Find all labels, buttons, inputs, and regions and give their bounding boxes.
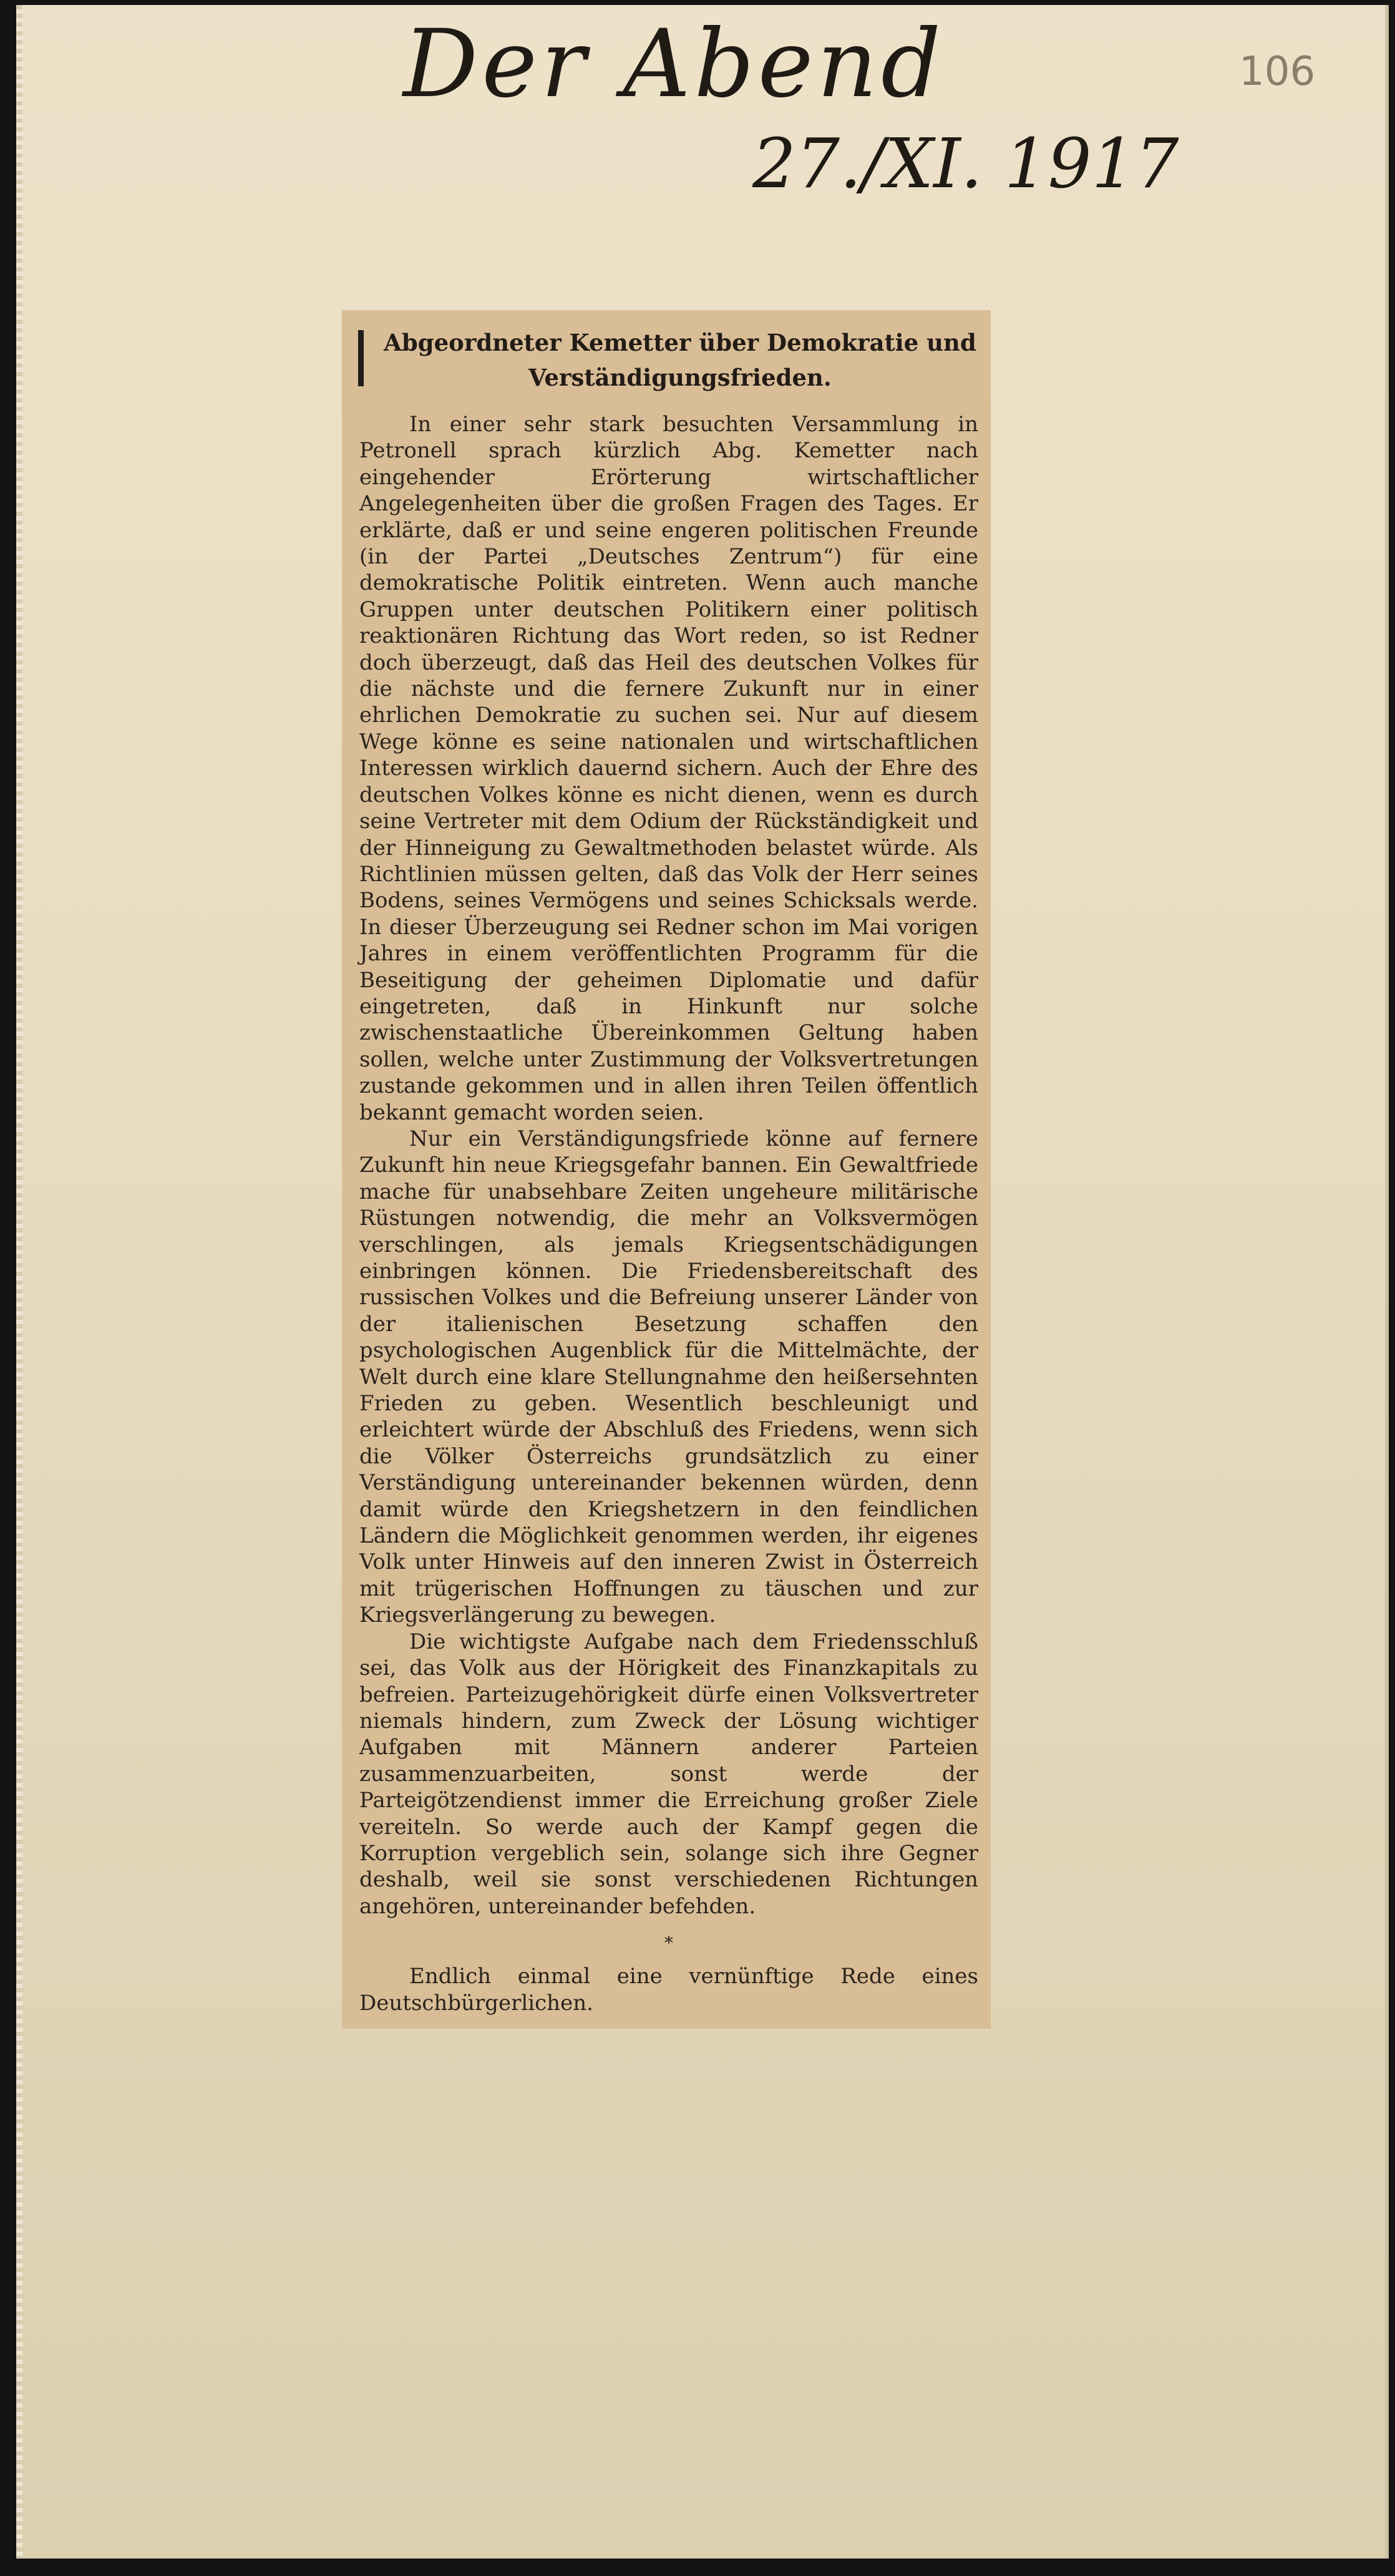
page-number: 106 bbox=[1239, 49, 1316, 95]
section-divider: * bbox=[664, 1933, 673, 1954]
article-paragraph: In einer sehr stark besuchten Versammlung in Petronell sprach kürzlich Abg. Kemetter nach eingehender Erörterung wirtschaftlicher Angelegenheiten über die großen Fragen des Tages. Er erklärte, daß er und seine engeren politischen Freunde (in der Partei „Deutsches Zentrum“) für eine demokratische Politik eintreten. Wenn auch manche Gruppen unter deutschen Politikern einer politisch reaktionären Richtung das Wort reden, so ist Redner doch überzeugt, daß das Heil des deutschen Volkes für die nächste und die fernere Zukunft nur in einer ehrlichen Demokratie zu suchen sei. Nur auf diesem Wege könne es seine nationalen und wirtschaftlichen Interessen wirklich dauernd sichern. Auch der Ehre des deutschen Volkes könne es nicht dienen, wenn es durch seine Vertreter mit dem Odium der Rückständigkeit und der Hinneigung zu Gewaltmethoden belastet würde. Als Richtlinien müssen gelten, daß das Volk der Herr seines Bodens, seines Vermögens und seines Schicksals werde. In dieser Überzeugung sei Redner schon im Mai vorigen Jahres in einem veröffentlichten Programm für die Beseitigung der geheimen Diplomatie und dafür eingetreten, daß in Hinkunft nur solche zwischenstaatliche Übereinkommen Geltung haben sollen, welche unter Zustimmung der Volksvertretungen zustande gekommen und in allen ihren Teilen öffentlich bekannt gemacht worden seien. bbox=[359, 412, 978, 1125]
newspaper-clipping bbox=[342, 310, 991, 2029]
sheet-edge bbox=[16, 5, 22, 2559]
headline-rule bbox=[358, 330, 364, 386]
article-paragraph: Nur ein Verständigungsfriede könne auf fernere Zukunft hin neue Kriegsgefahr bannen. Ein Gewaltfriede mache für unabsehbare Zeiten ungeheure militärische Rüstungen notwendig, die mehr an Volksvermögen verschlingen, als jemals Kriegsentschädigungen einbringen können. Die Friedensbereitschaft des russischen Volkes und die Befreiung unserer Länder von der italienischen Besetzung schaffen den psychologischen Augenblick für die Mittelmächte, der Welt durch eine klare Stellungnahme den heißersehnten Frieden zu geben. Wesentlich beschleunigt und erleichtert würde der Abschluß des Friedens, wenn sich die Völker Österreichs grundsätzlich zu einer Verständigung untereinander bekennen würden, denn damit würde den Kriegshetzern in den feindlichen Ländern die Möglichkeit genommen werden, ihr eigenes Volk unter Hinweis auf den inneren Zwist in Österreich mit trügerischen Hoffnungen zu täuschen und zur Kriegsverlängerung zu bewegen. bbox=[359, 1126, 978, 1628]
article-paragraph: Die wichtigste Aufgabe nach dem Friedensschluß sei, das Volk aus der Hörigkeit des Finanzkapitals zu befreien. Parteizugehörigkeit dürfe einen Volksvertreter niemals hindern, zum Zweck der Lösung wichtiger Aufgaben mit Männern anderer Parteien zusammenzuarbeiten, sonst werde der Parteigötzendienst immer die Erreichung großer Ziele vereiteln. So werde auch der Kampf gegen die Korruption vergeblich sein, solange sich ihre Gegner deshalb, weil sie sonst verschiedenen Richtungen angehören, untereinander befehden. bbox=[359, 1629, 978, 1919]
handwritten-date: 27./XI. 1917 bbox=[752, 124, 1179, 203]
article-headline: Abgeordneter Kemetter über Demokratie und Verständigungsfrieden. bbox=[384, 329, 976, 391]
editorial-comment: Endlich einmal eine vernünftige Rede eines Deutschbürgerlichen. bbox=[359, 1964, 978, 2016]
handwritten-newspaper-title: Der Abend bbox=[403, 10, 945, 119]
